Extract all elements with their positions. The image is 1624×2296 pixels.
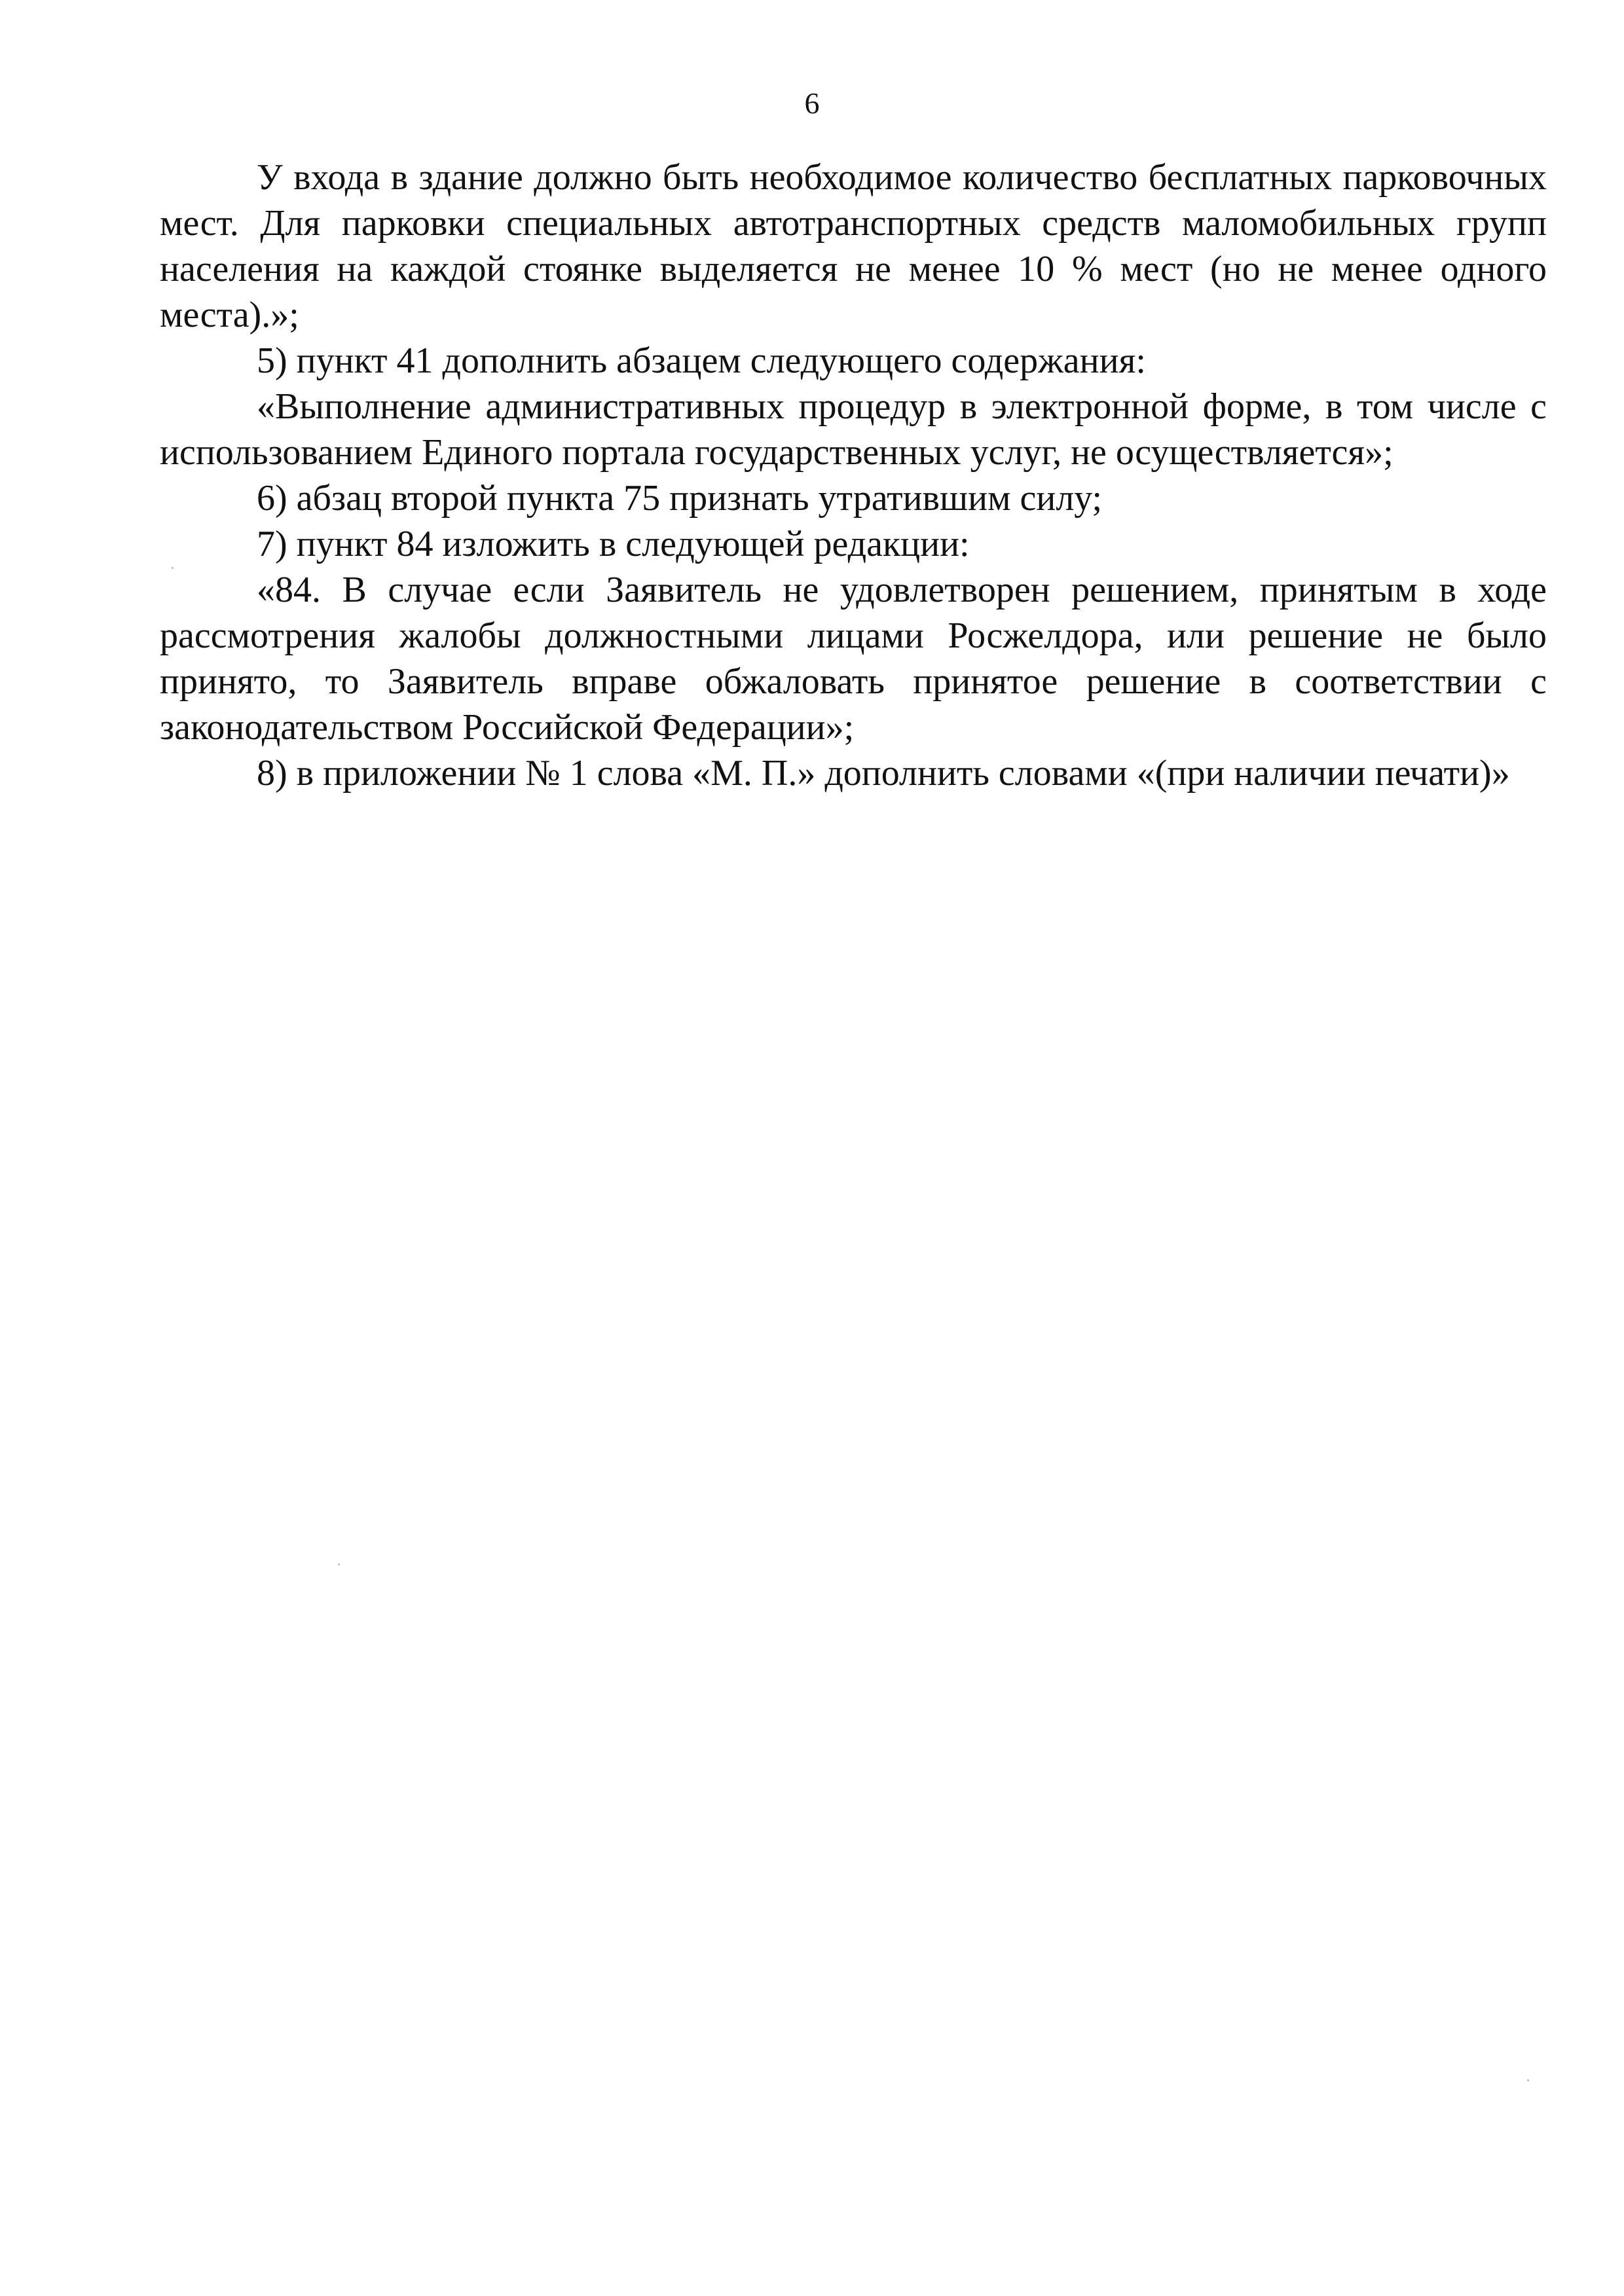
page-number: 6	[804, 86, 820, 120]
scan-speck	[1527, 2079, 1529, 2081]
scan-speck	[172, 567, 174, 569]
scan-speck	[338, 1563, 340, 1565]
paragraph-item-5: 5) пункт 41 дополнить абзацем следующего содержания:	[257, 340, 1146, 381]
paragraph-item-8: 8) в приложении № 1 слова «М. П.» дополнить словами «(при наличии печати)»	[257, 753, 1510, 793]
paragraph-item-84: «84. В случае если Заявитель не удовлетворен решением, принятым в ходе рассмотрения жалобы должностными лицами Росжелдора, или решение не было принято, то Заявитель вправе обжаловать принятое решение в соответствии с законодательством Российской Федерации»;	[160, 570, 1547, 748]
paragraph-item-6: 6) абзац второй пункта 75 признать утратившим силу;	[257, 478, 1103, 519]
paragraph-parking: У входа в здание должно быть необходимое количество бесплатных парковочных мест. Для парковки специальных автотранспортных средств маломобильных групп населения на каждой стоянке выделяется не менее 10 % мест (но не менее одного места).»;	[160, 157, 1547, 335]
document-body	[160, 155, 1547, 796]
paragraph-item-7: 7) пункт 84 изложить в следующей редакции:	[257, 524, 970, 564]
paragraph-electronic-procedures: «Выполнение административных процедур в электронной форме, в том числе с использованием Единого портала государственных услуг, не осуществляется»;	[160, 386, 1547, 473]
